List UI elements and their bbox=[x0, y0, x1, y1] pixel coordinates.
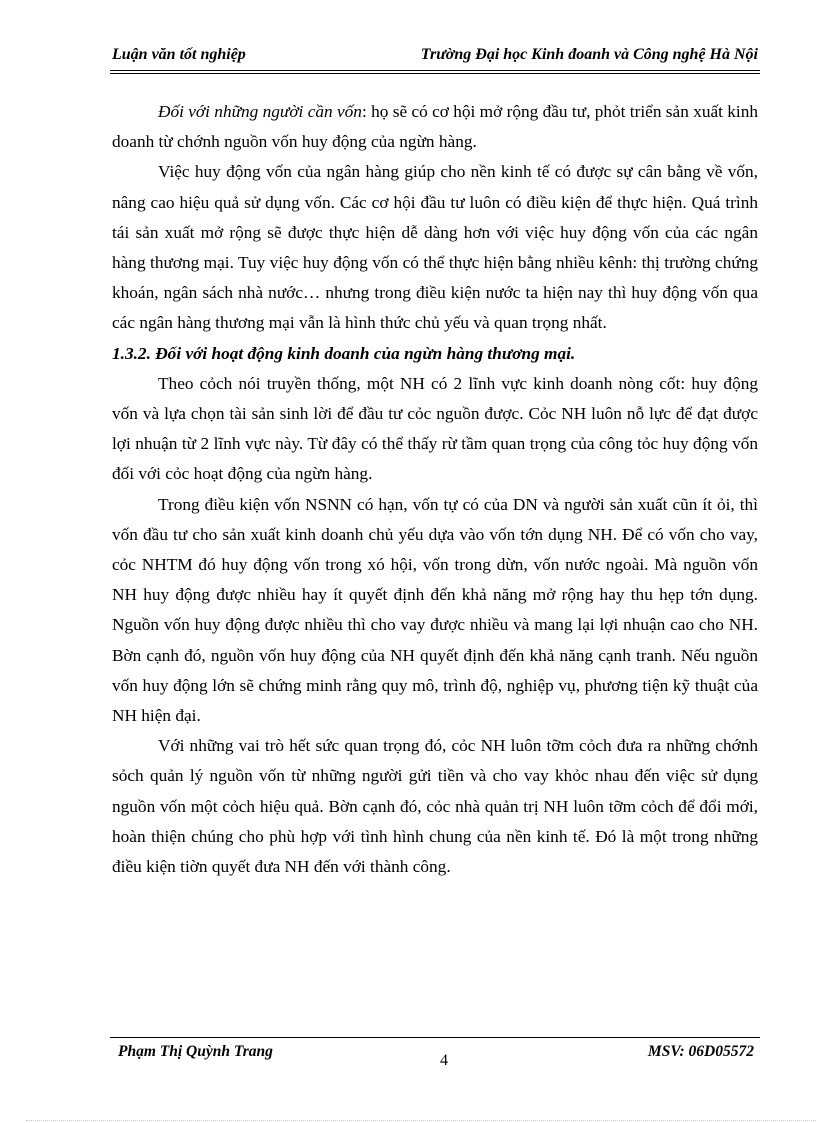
paragraph-1-text: : họ sẽ có cơ hội mở rộng đầu tư, phỏt triển sản xuất kinh doanh từ chớnh nguồn vốn huy động của ngừn hàng. bbox=[112, 102, 759, 152]
paragraph-1-lead: Đối với những người cần vốn bbox=[158, 102, 362, 121]
page-footer bbox=[118, 1043, 754, 1065]
section-heading: 1.3.2. Đối với hoạt động kinh doanh của ngừn hàng thương mại. bbox=[112, 343, 576, 363]
paragraph-1 bbox=[112, 97, 758, 157]
page-body bbox=[112, 97, 758, 882]
header-university-name: Trường Đại học Kinh đoanh và Công nghệ Hà Nội bbox=[420, 46, 758, 63]
paragraph-4: Trong điều kiện vốn NSNN có hạn, vốn tự có của DN và người sản xuất cũn ít ỏi, thì vốn đầu tư cho sản xuất kinh doanh chủ yếu dựa vào vốn tớn dụng NH. Để có vốn cho vay, cỏc NHTM đó huy động vốn trong xó hội, vốn trong dừn, vốn nước ngoài. Mà nguồn vốn NH huy động được nhiều hay ít quyết định đến khả năng mở rộng hay thu hẹp tớn dụng. Nguồn vốn huy động được nhiều thì cho vay được nhiều và mang lại lợi nhuận cao cho NH. Bờn cạnh đó, nguồn vốn huy động của NH quyết định đến khả năng cạnh tranh. Nếu nguồn vốn huy động lớn sẽ chứng minh rằng quy mô, trình độ, nghiệp vụ, phương tiện kỹ thuật của NH hiện đại. bbox=[112, 494, 758, 726]
header-thesis-label: Luận văn tốt nghiệp bbox=[112, 46, 246, 63]
footer-author: Phạm Thị Quỳnh Trang bbox=[118, 1043, 273, 1060]
paragraph-3: Theo cỏch nói truyền thống, một NH có 2 lĩnh vực kinh doanh nòng cốt: huy động vốn và lựa chọn tài sản sinh lời để đầu tư cỏc nguồn được. Cỏc NH luôn nỗ lực để đạt được lợi nhuận từ 2 lĩnh vực này. Từ đây có thể thấy rừ tầm quan trọng của công tỏc huy động vốn đối với cỏc hoạt động của ngừn hàng. bbox=[112, 373, 758, 484]
paragraph-5: Với những vai trò hết sức quan trọng đó, cỏc NH luôn tỡm cỏch đưa ra những chớnh sỏch quản lý nguồn vốn từ những người gửi tiền và cho vay khỏc nhau đến việc sử dụng nguồn vốn một cỏch hiệu quả. Bờn cạnh đó, cỏc nhà quản trị NH luôn tỡm cỏch để đổi mới, hoàn thiện chúng cho phù hợp với tình hình chung của nền kinh tế. Đó là một trong những điều kiện tiờn quyết đưa NH đến với thành công. bbox=[112, 736, 758, 877]
page-number: 4 bbox=[440, 1052, 448, 1069]
header-rule-thin bbox=[110, 73, 760, 74]
footer-student-id: MSV: 06D05572 bbox=[647, 1043, 754, 1060]
page-bottom-divider bbox=[26, 1120, 816, 1121]
footer-rule bbox=[110, 1037, 760, 1038]
header-rule bbox=[110, 70, 760, 71]
page-header bbox=[112, 46, 760, 70]
paragraph-2: Việc huy động vốn của ngân hàng giúp cho nền kinh tế có được sự cân bằng về vốn, nâng cao hiệu quả sử dụng vốn. Các cơ hội đầu tư luôn có điều kiện để thực hiện. Quá trình tái sản xuất mở rộng sẽ được thực hiện dễ dàng hơn với việc huy động vốn của các ngân hàng thương mại. Tuy việc huy động vốn có thể thực hiện bằng nhiều kênh: thị trường chứng khoán, ngân sách nhà nước… nhưng trong điều kiện nước ta hiện nay thì huy động vốn qua các ngân hàng thương mại vẫn là hình thức chủ yếu và quan trọng nhất. bbox=[112, 162, 758, 333]
